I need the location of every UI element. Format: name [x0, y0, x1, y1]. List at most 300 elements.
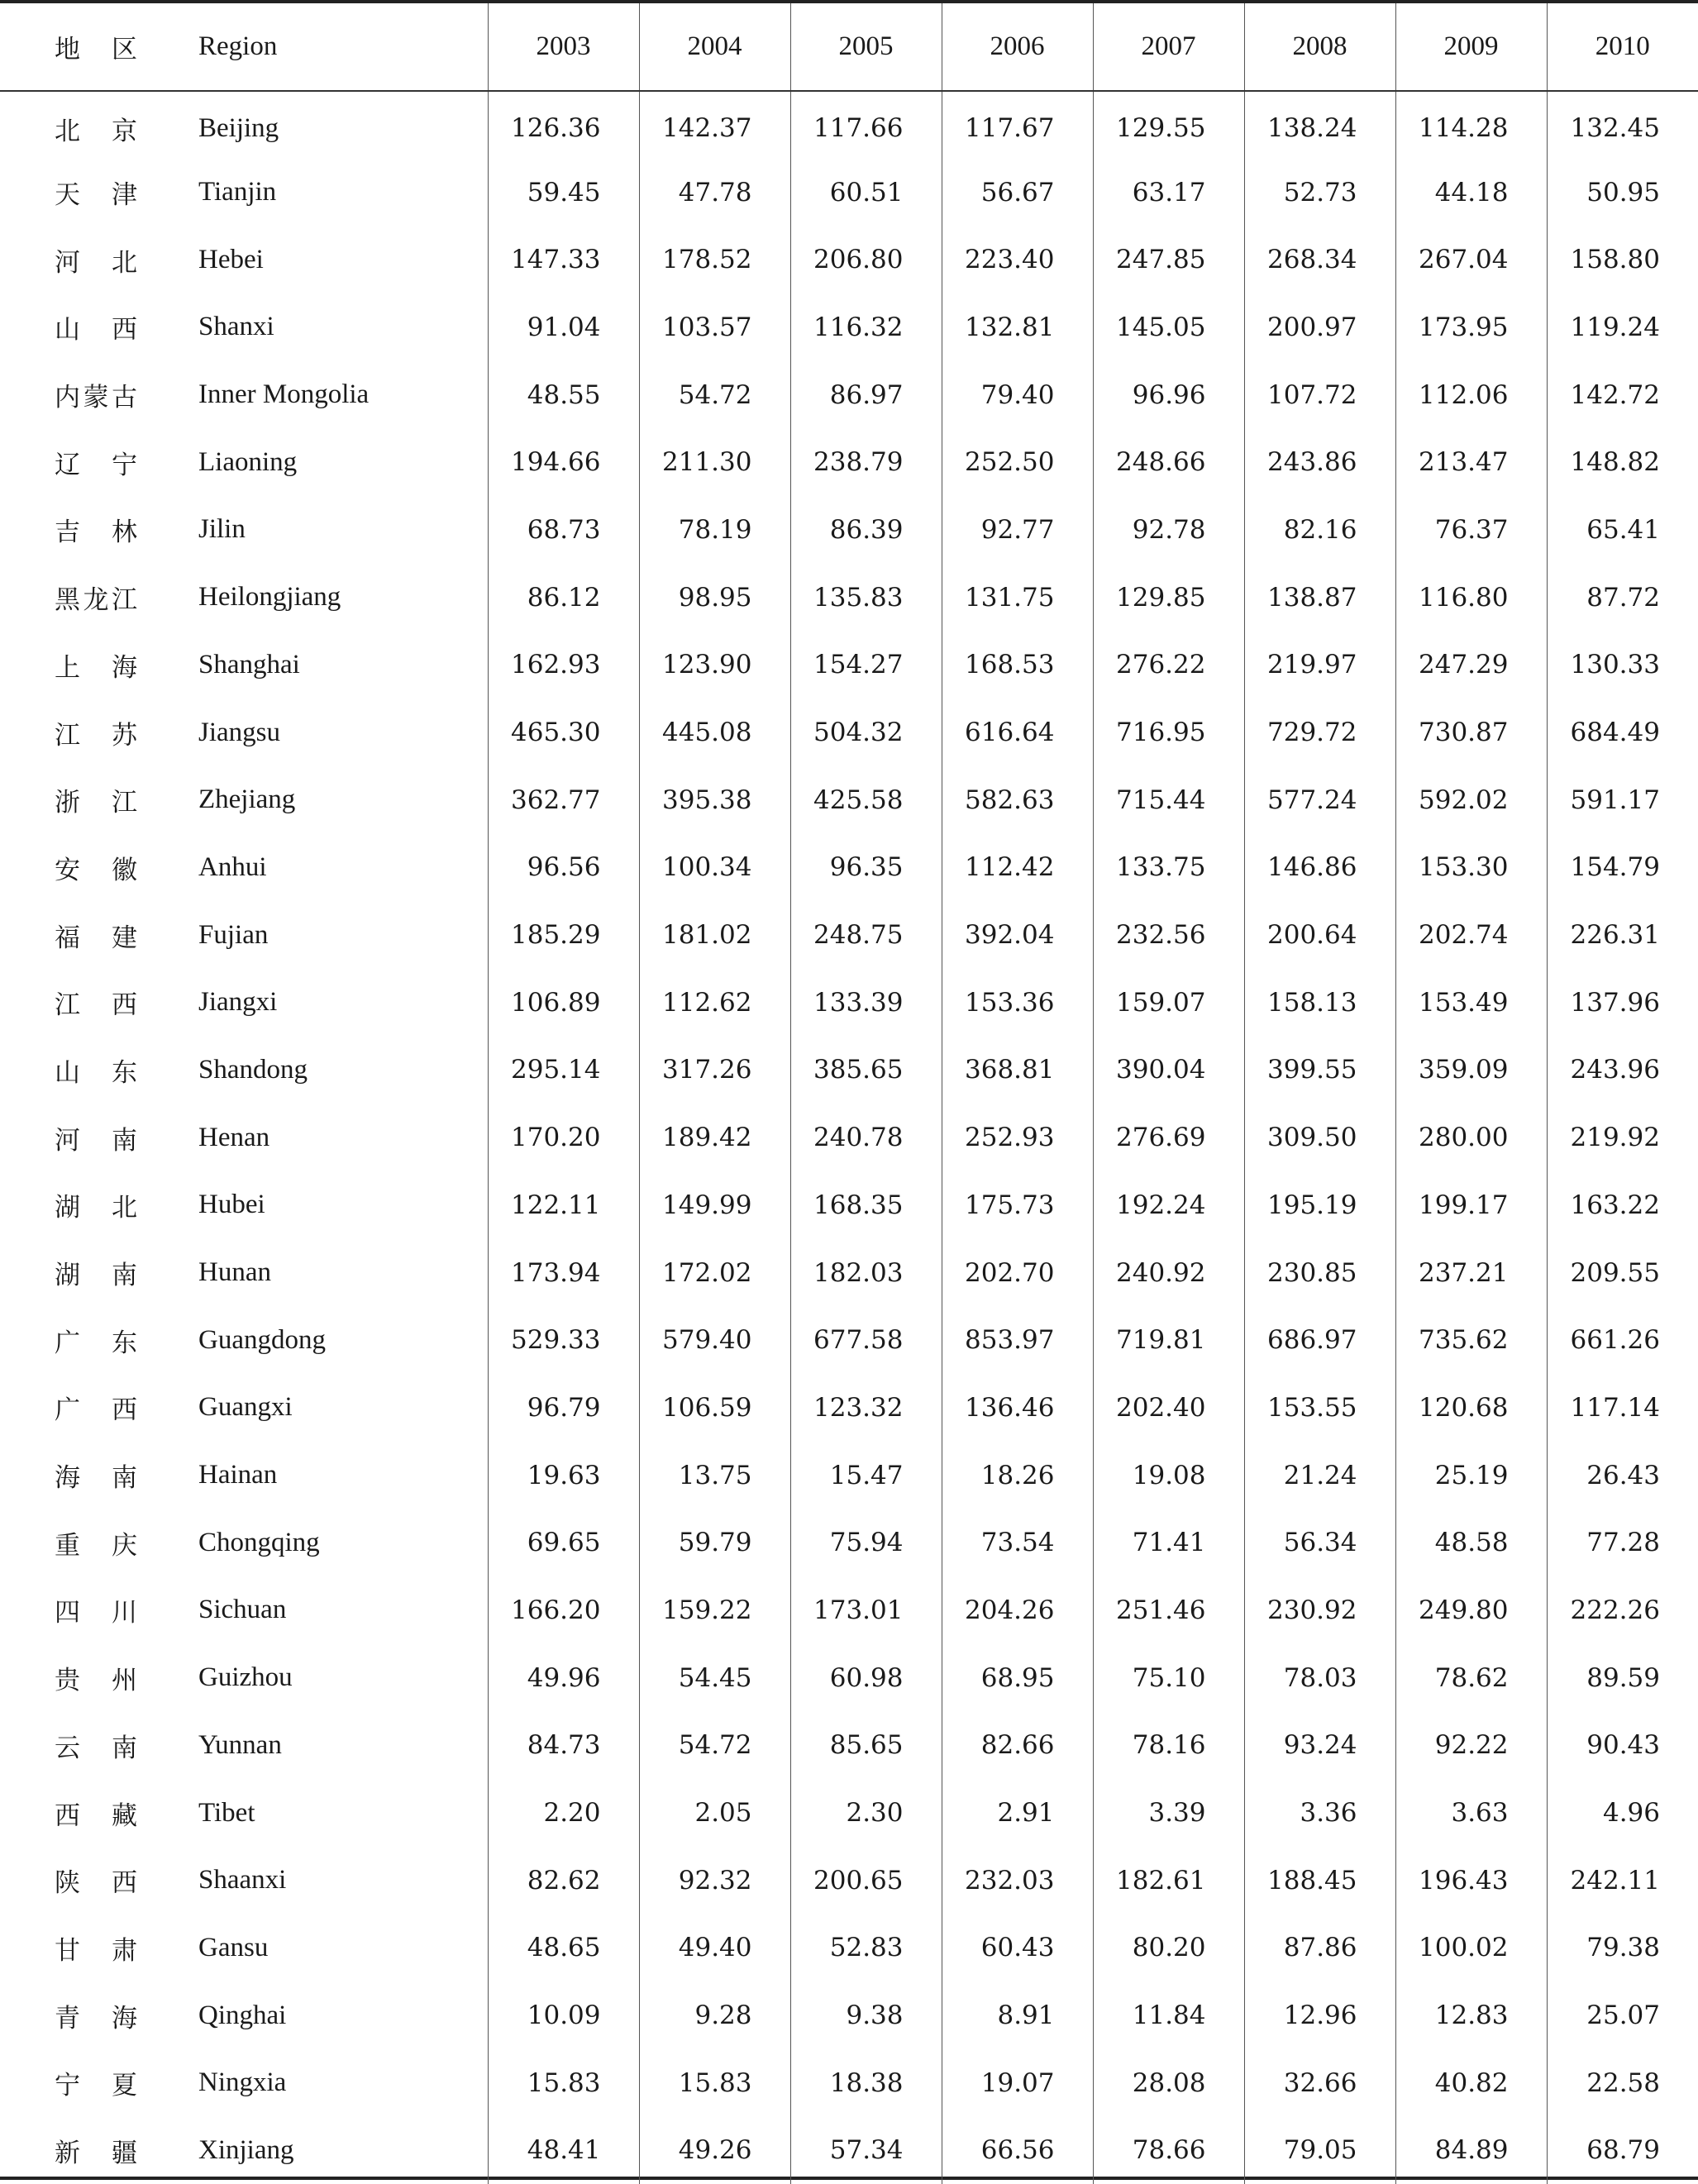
value-cell: 189.42 — [639, 1104, 790, 1171]
value-cell: 85.65 — [790, 1712, 942, 1780]
value-cell: 362.77 — [488, 766, 639, 834]
value-cell: 2.20 — [488, 1779, 639, 1847]
region-name-cn: 重 庆 — [55, 1530, 137, 1561]
table-row — [0, 1981, 1698, 2049]
value-cell: 230.92 — [1244, 1576, 1395, 1644]
value-cell: 65.41 — [1547, 496, 1698, 564]
value-cell: 126.36 — [488, 91, 639, 159]
value-cell: 68.95 — [942, 1644, 1093, 1712]
value-cell: 25.19 — [1395, 1442, 1547, 1509]
header-row — [0, 3, 1698, 91]
value-cell: 232.03 — [942, 1847, 1093, 1915]
value-cell: 75.10 — [1093, 1644, 1244, 1712]
region-name-cn: 云 南 — [55, 1733, 137, 1763]
value-cell: 202.40 — [1093, 1374, 1244, 1442]
value-cell: 181.02 — [639, 901, 790, 969]
table-row — [0, 1779, 1698, 1847]
value-cell: 248.75 — [790, 901, 942, 969]
value-cell: 96.56 — [488, 834, 639, 902]
value-cell: 92.77 — [942, 496, 1093, 564]
value-cell: 12.83 — [1395, 1981, 1547, 2049]
region-name-en: Tibet — [198, 1797, 255, 1828]
table-row — [0, 1104, 1698, 1171]
value-cell: 78.03 — [1244, 1644, 1395, 1712]
value-cell: 182.03 — [790, 1239, 942, 1307]
value-cell: 2.05 — [639, 1779, 790, 1847]
region-name-en: Hebei — [198, 244, 264, 274]
value-cell: 267.04 — [1395, 226, 1547, 293]
region-name-cn: 吉 林 — [55, 517, 137, 548]
region-name-cn: 天 津 — [55, 180, 137, 211]
value-cell: 54.72 — [639, 361, 790, 429]
value-cell: 133.39 — [790, 969, 942, 1037]
table-row — [0, 428, 1698, 496]
region-name-cn: 海 南 — [55, 1463, 137, 1494]
value-cell: 78.66 — [1093, 2117, 1244, 2184]
region-name-en: Shanghai — [198, 649, 300, 680]
value-cell: 86.39 — [790, 496, 942, 564]
value-cell: 309.50 — [1244, 1104, 1395, 1171]
value-cell: 80.20 — [1093, 1915, 1244, 1982]
region-name-cn: 新 疆 — [55, 2138, 137, 2168]
region-name-en: Henan — [198, 1122, 270, 1152]
value-cell: 230.85 — [1244, 1239, 1395, 1307]
value-cell: 25.07 — [1547, 1981, 1698, 2049]
value-cell: 149.99 — [639, 1171, 790, 1239]
value-cell: 194.66 — [488, 428, 639, 496]
table-row — [0, 766, 1698, 834]
value-cell: 129.85 — [1093, 564, 1244, 632]
value-cell: 116.32 — [790, 293, 942, 361]
value-cell: 579.40 — [639, 1306, 790, 1374]
value-cell: 77.28 — [1547, 1509, 1698, 1576]
header-year: 2003 — [488, 3, 639, 91]
header-year: 2005 — [790, 3, 942, 91]
region-name-cn: 西 藏 — [55, 1800, 137, 1831]
region-name-cn: 河 北 — [55, 247, 137, 278]
value-cell: 172.02 — [639, 1239, 790, 1307]
region-name-cn: 山 西 — [55, 315, 137, 346]
value-cell: 48.41 — [488, 2117, 639, 2184]
table-row — [0, 1306, 1698, 1374]
value-cell: 84.89 — [1395, 2117, 1547, 2184]
value-cell: 79.40 — [942, 361, 1093, 429]
region-name-cn: 安 徽 — [55, 855, 137, 885]
value-cell: 251.46 — [1093, 1576, 1244, 1644]
region-name-cn: 宁 夏 — [55, 2071, 137, 2101]
value-cell: 131.75 — [942, 564, 1093, 632]
value-cell: 89.59 — [1547, 1644, 1698, 1712]
value-cell: 729.72 — [1244, 699, 1395, 766]
header-year: 2004 — [639, 3, 790, 91]
table-row — [0, 159, 1698, 227]
value-cell: 268.34 — [1244, 226, 1395, 293]
value-cell: 49.96 — [488, 1644, 639, 1712]
value-cell: 60.51 — [790, 159, 942, 227]
value-cell: 9.38 — [790, 1981, 942, 2049]
table-row — [0, 1847, 1698, 1915]
table-row — [0, 91, 1698, 159]
value-cell: 247.29 — [1395, 632, 1547, 699]
value-cell: 182.61 — [1093, 1847, 1244, 1915]
value-cell: 223.40 — [942, 226, 1093, 293]
value-cell: 19.07 — [942, 2049, 1093, 2117]
value-cell: 114.28 — [1395, 91, 1547, 159]
region-name-en: Inner Mongolia — [198, 379, 370, 410]
value-cell: 247.85 — [1093, 226, 1244, 293]
value-cell: 677.58 — [790, 1306, 942, 1374]
value-cell: 78.16 — [1093, 1712, 1244, 1780]
value-cell: 719.81 — [1093, 1306, 1244, 1374]
header-year: 2009 — [1395, 3, 1547, 91]
value-cell: 18.38 — [790, 2049, 942, 2117]
value-cell: 9.28 — [639, 1981, 790, 2049]
value-cell: 206.80 — [790, 226, 942, 293]
header-year: 2007 — [1093, 3, 1244, 91]
value-cell: 232.56 — [1093, 901, 1244, 969]
value-cell: 68.73 — [488, 496, 639, 564]
value-cell: 3.39 — [1093, 1779, 1244, 1847]
region-name-en: Zhejiang — [198, 784, 296, 815]
value-cell: 148.82 — [1547, 428, 1698, 496]
table-row — [0, 1509, 1698, 1576]
value-cell: 390.04 — [1093, 1037, 1244, 1104]
value-cell: 238.79 — [790, 428, 942, 496]
value-cell: 248.66 — [1093, 428, 1244, 496]
region-name-en: Chongqing — [198, 1527, 320, 1557]
value-cell: 59.79 — [639, 1509, 790, 1576]
value-cell: 87.72 — [1547, 564, 1698, 632]
value-cell: 56.34 — [1244, 1509, 1395, 1576]
value-cell: 54.45 — [639, 1644, 790, 1712]
value-cell: 173.01 — [790, 1576, 942, 1644]
value-cell: 116.80 — [1395, 564, 1547, 632]
value-cell: 52.73 — [1244, 159, 1395, 227]
value-cell: 15.83 — [488, 2049, 639, 2117]
region-name-cn: 湖 南 — [55, 1261, 137, 1291]
region-name-en: Fujian — [198, 919, 269, 950]
value-cell: 853.97 — [942, 1306, 1093, 1374]
value-cell: 75.94 — [790, 1509, 942, 1576]
value-cell: 49.40 — [639, 1915, 790, 1982]
value-cell: 178.52 — [639, 226, 790, 293]
value-cell: 168.35 — [790, 1171, 942, 1239]
table-row — [0, 2049, 1698, 2117]
value-cell: 200.97 — [1244, 293, 1395, 361]
value-cell: 147.33 — [488, 226, 639, 293]
table-row — [0, 1037, 1698, 1104]
value-cell: 82.62 — [488, 1847, 639, 1915]
value-cell: 219.92 — [1547, 1104, 1698, 1171]
region-name-en: Shaanxi — [198, 1865, 287, 1896]
value-cell: 243.86 — [1244, 428, 1395, 496]
value-cell: 465.30 — [488, 699, 639, 766]
value-cell: 252.50 — [942, 428, 1093, 496]
value-cell: 142.72 — [1547, 361, 1698, 429]
value-cell: 135.83 — [790, 564, 942, 632]
region-name-en: Shanxi — [198, 312, 274, 342]
value-cell: 158.13 — [1244, 969, 1395, 1037]
value-cell: 133.75 — [1093, 834, 1244, 902]
region-name-cn: 青 海 — [55, 2003, 137, 2034]
region-name-en: Heilongjiang — [198, 582, 341, 613]
value-cell: 40.82 — [1395, 2049, 1547, 2117]
value-cell: 117.66 — [790, 91, 942, 159]
region-name-cn: 福 建 — [55, 923, 137, 953]
region-name-en: Xinjiang — [198, 2134, 294, 2165]
value-cell: 112.62 — [639, 969, 790, 1037]
value-cell: 28.08 — [1093, 2049, 1244, 2117]
region-name-en: Gansu — [198, 1932, 269, 1962]
value-cell: 252.93 — [942, 1104, 1093, 1171]
value-cell: 173.94 — [488, 1239, 639, 1307]
value-cell: 130.33 — [1547, 632, 1698, 699]
region-name-en: Guizhou — [198, 1662, 293, 1693]
value-cell: 48.58 — [1395, 1509, 1547, 1576]
region-name-cn: 江 苏 — [55, 720, 137, 751]
table-row — [0, 901, 1698, 969]
value-cell: 132.81 — [942, 293, 1093, 361]
value-cell: 399.55 — [1244, 1037, 1395, 1104]
value-cell: 200.65 — [790, 1847, 942, 1915]
value-cell: 213.47 — [1395, 428, 1547, 496]
value-cell: 48.55 — [488, 361, 639, 429]
value-cell: 504.32 — [790, 699, 942, 766]
region-name-en: Hubei — [198, 1190, 265, 1220]
value-cell: 106.89 — [488, 969, 639, 1037]
value-cell: 529.33 — [488, 1306, 639, 1374]
value-cell: 100.34 — [639, 834, 790, 902]
region-name-cn: 湖 北 — [55, 1193, 137, 1223]
value-cell: 92.78 — [1093, 496, 1244, 564]
value-cell: 3.36 — [1244, 1779, 1395, 1847]
value-cell: 19.63 — [488, 1442, 639, 1509]
value-cell: 242.11 — [1547, 1847, 1698, 1915]
value-cell: 240.92 — [1093, 1239, 1244, 1307]
value-cell: 591.17 — [1547, 766, 1698, 834]
region-name-en: Jilin — [198, 514, 246, 545]
value-cell: 93.24 — [1244, 1712, 1395, 1780]
value-cell: 100.02 — [1395, 1915, 1547, 1982]
value-cell: 73.54 — [942, 1509, 1093, 1576]
value-cell: 112.42 — [942, 834, 1093, 902]
value-cell: 48.65 — [488, 1915, 639, 1982]
region-name-en: Anhui — [198, 851, 267, 882]
region-year-table — [0, 3, 1698, 2184]
value-cell: 59.45 — [488, 159, 639, 227]
value-cell: 69.65 — [488, 1509, 639, 1576]
region-name-cn: 河 南 — [55, 1125, 137, 1156]
value-cell: 577.24 — [1244, 766, 1395, 834]
value-cell: 196.43 — [1395, 1847, 1547, 1915]
value-cell: 52.83 — [790, 1915, 942, 1982]
table-row — [0, 1915, 1698, 1982]
value-cell: 145.05 — [1093, 293, 1244, 361]
table-row — [0, 361, 1698, 429]
value-cell: 154.27 — [790, 632, 942, 699]
value-cell: 92.22 — [1395, 1712, 1547, 1780]
header-year: 2008 — [1244, 3, 1395, 91]
value-cell: 86.12 — [488, 564, 639, 632]
region-name-cn: 黑龙江 — [55, 585, 137, 616]
table-row — [0, 1442, 1698, 1509]
header-year: 2006 — [942, 3, 1093, 91]
region-name-en: Ningxia — [198, 2067, 287, 2098]
value-cell: 199.17 — [1395, 1171, 1547, 1239]
value-cell: 98.95 — [639, 564, 790, 632]
value-cell: 153.36 — [942, 969, 1093, 1037]
value-cell: 78.19 — [639, 496, 790, 564]
region-name-en: Hunan — [198, 1257, 271, 1288]
value-cell: 32.66 — [1244, 2049, 1395, 2117]
value-cell: 219.97 — [1244, 632, 1395, 699]
value-cell: 71.41 — [1093, 1509, 1244, 1576]
table-row — [0, 496, 1698, 564]
region-name-cn: 陕 西 — [55, 1868, 137, 1899]
table-row — [0, 699, 1698, 766]
table-row — [0, 226, 1698, 293]
value-cell: 66.56 — [942, 2117, 1093, 2184]
value-cell: 136.46 — [942, 1374, 1093, 1442]
region-name-en: Qinghai — [198, 2000, 287, 2030]
value-cell: 78.62 — [1395, 1644, 1547, 1712]
value-cell: 13.75 — [639, 1442, 790, 1509]
value-cell: 84.73 — [488, 1712, 639, 1780]
region-name-en: Jiangxi — [198, 987, 278, 1018]
table-row — [0, 834, 1698, 902]
region-name-cn: 四 川 — [55, 1598, 137, 1628]
value-cell: 195.19 — [1244, 1171, 1395, 1239]
value-cell: 209.55 — [1547, 1239, 1698, 1307]
value-cell: 166.20 — [488, 1576, 639, 1644]
value-cell: 146.86 — [1244, 834, 1395, 902]
value-cell: 92.32 — [639, 1847, 790, 1915]
region-name-cn: 贵 州 — [55, 1666, 137, 1696]
region-name-cn: 浙 江 — [55, 788, 137, 818]
table-row — [0, 632, 1698, 699]
value-cell: 76.37 — [1395, 496, 1547, 564]
region-name-en: Liaoning — [198, 446, 298, 477]
value-cell: 716.95 — [1093, 699, 1244, 766]
value-cell: 54.72 — [639, 1712, 790, 1780]
region-name-en: Tianjin — [198, 177, 277, 207]
value-cell: 153.30 — [1395, 834, 1547, 902]
value-cell: 153.49 — [1395, 969, 1547, 1037]
value-cell: 192.24 — [1093, 1171, 1244, 1239]
value-cell: 276.22 — [1093, 632, 1244, 699]
region-name-cn: 内蒙古 — [55, 383, 137, 413]
value-cell: 616.64 — [942, 699, 1093, 766]
value-cell: 87.86 — [1244, 1915, 1395, 1982]
value-cell: 163.22 — [1547, 1171, 1698, 1239]
value-cell: 395.38 — [639, 766, 790, 834]
value-cell: 661.26 — [1547, 1306, 1698, 1374]
value-cell: 730.87 — [1395, 699, 1547, 766]
region-name-cn: 山 东 — [55, 1057, 137, 1088]
value-cell: 3.63 — [1395, 1779, 1547, 1847]
header-region-en: Region — [141, 3, 488, 91]
value-cell: 592.02 — [1395, 766, 1547, 834]
value-cell: 200.64 — [1244, 901, 1395, 969]
region-name-en: Beijing — [198, 112, 279, 143]
value-cell: 96.96 — [1093, 361, 1244, 429]
value-cell: 173.95 — [1395, 293, 1547, 361]
value-cell: 18.26 — [942, 1442, 1093, 1509]
value-cell: 385.65 — [790, 1037, 942, 1104]
value-cell: 107.72 — [1244, 361, 1395, 429]
region-name-cn: 广 西 — [55, 1395, 137, 1426]
value-cell: 106.59 — [639, 1374, 790, 1442]
value-cell: 96.35 — [790, 834, 942, 902]
value-cell: 202.70 — [942, 1239, 1093, 1307]
value-cell: 22.58 — [1547, 2049, 1698, 2117]
value-cell: 79.05 — [1244, 2117, 1395, 2184]
table-row — [0, 2117, 1698, 2184]
table-row — [0, 564, 1698, 632]
value-cell: 168.53 — [942, 632, 1093, 699]
value-cell: 138.24 — [1244, 91, 1395, 159]
value-cell: 170.20 — [488, 1104, 639, 1171]
value-cell: 44.18 — [1395, 159, 1547, 227]
value-cell: 26.43 — [1547, 1442, 1698, 1509]
value-cell: 82.16 — [1244, 496, 1395, 564]
value-cell: 159.22 — [639, 1576, 790, 1644]
value-cell: 138.87 — [1244, 564, 1395, 632]
value-cell: 112.06 — [1395, 361, 1547, 429]
value-cell: 175.73 — [942, 1171, 1093, 1239]
value-cell: 10.09 — [488, 1981, 639, 2049]
value-cell: 735.62 — [1395, 1306, 1547, 1374]
value-cell: 159.07 — [1093, 969, 1244, 1037]
value-cell: 49.26 — [639, 2117, 790, 2184]
region-name-en: Yunnan — [198, 1729, 282, 1760]
value-cell: 4.96 — [1547, 1779, 1698, 1847]
value-cell: 280.00 — [1395, 1104, 1547, 1171]
value-cell: 68.79 — [1547, 2117, 1698, 2184]
region-name-en: Guangxi — [198, 1392, 293, 1423]
header-region-cn: 地 区 — [0, 3, 141, 91]
value-cell: 56.67 — [942, 159, 1093, 227]
value-cell: 91.04 — [488, 293, 639, 361]
table-row — [0, 1576, 1698, 1644]
value-cell: 368.81 — [942, 1037, 1093, 1104]
value-cell: 188.45 — [1244, 1847, 1395, 1915]
value-cell: 162.93 — [488, 632, 639, 699]
value-cell: 240.78 — [790, 1104, 942, 1171]
value-cell: 122.11 — [488, 1171, 639, 1239]
table-row — [0, 969, 1698, 1037]
region-name-en: Sichuan — [198, 1595, 287, 1625]
table-row — [0, 1374, 1698, 1442]
value-cell: 715.44 — [1093, 766, 1244, 834]
value-cell: 60.98 — [790, 1644, 942, 1712]
value-cell: 359.09 — [1395, 1037, 1547, 1104]
value-cell: 243.96 — [1547, 1037, 1698, 1104]
value-cell: 11.84 — [1093, 1981, 1244, 2049]
table-row — [0, 1239, 1698, 1307]
value-cell: 2.91 — [942, 1779, 1093, 1847]
table-row — [0, 1712, 1698, 1780]
region-name-cn: 甘 肃 — [55, 1935, 137, 1966]
value-cell: 154.79 — [1547, 834, 1698, 902]
value-cell: 153.55 — [1244, 1374, 1395, 1442]
value-cell: 686.97 — [1244, 1306, 1395, 1374]
value-cell: 425.58 — [790, 766, 942, 834]
value-cell: 392.04 — [942, 901, 1093, 969]
value-cell: 123.90 — [639, 632, 790, 699]
value-cell: 202.74 — [1395, 901, 1547, 969]
region-name-cn: 辽 宁 — [55, 450, 137, 480]
